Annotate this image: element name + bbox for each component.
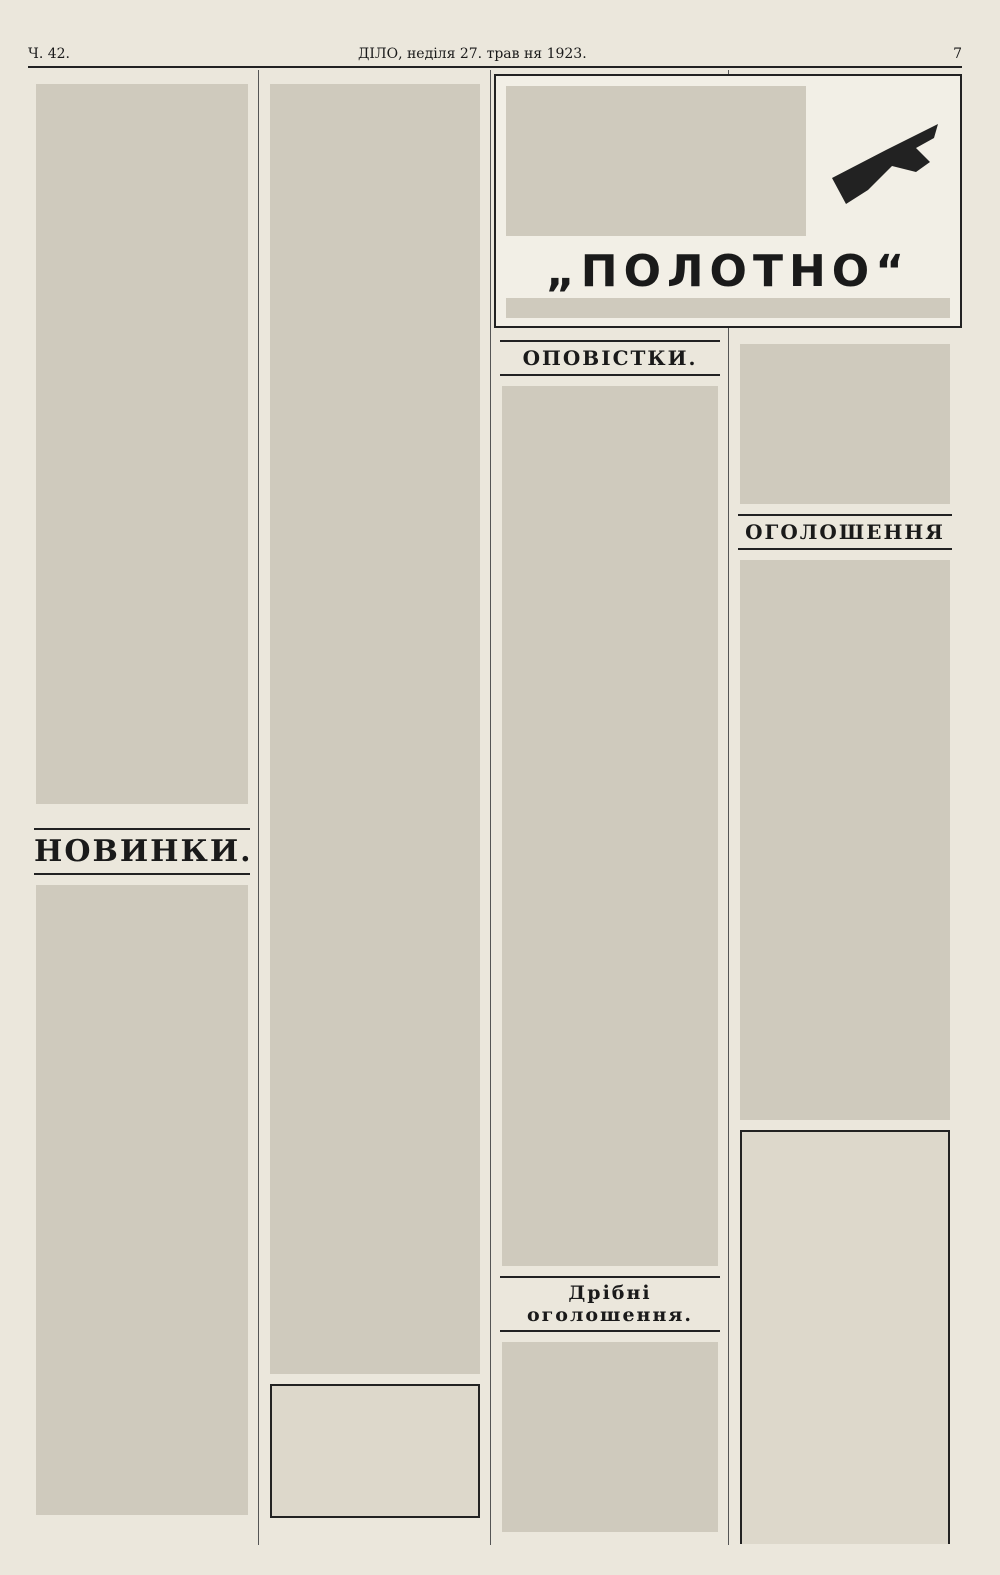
concert-ad-placeholder (270, 1384, 480, 1518)
oznaky-heading: ОПОВІСТКИ. (500, 340, 720, 376)
pointing-hand-icon (826, 104, 946, 214)
column-1 (28, 74, 256, 1544)
text-placeholder (36, 84, 248, 804)
text-placeholder (740, 560, 950, 1120)
text-placeholder (502, 1342, 718, 1532)
issue-number: Ч. 42. (28, 46, 70, 62)
text-placeholder (506, 298, 950, 318)
text-placeholder (502, 386, 718, 1266)
text-placeholder (506, 86, 806, 236)
polotno-advertisement (494, 74, 962, 328)
polotno-vertical-ad-placeholder (740, 1130, 950, 1544)
paper-title-date: ДІЛО, неділя 27. трав ня 1923. (358, 46, 587, 62)
polotno-name: „ПОЛОТНО“ (545, 246, 911, 297)
column-rule (258, 70, 259, 1545)
column-4 (732, 334, 958, 1544)
dribni-heading: Дрібні оголошення. (500, 1276, 720, 1332)
column-rule (490, 70, 491, 1545)
running-head (28, 44, 962, 68)
text-placeholder (270, 84, 480, 1374)
text-placeholder (36, 885, 248, 1515)
text-placeholder (740, 344, 950, 504)
ogoloshennia-heading: ОГОЛОШЕННЯ (738, 514, 952, 550)
column-2 (262, 74, 488, 1544)
column-3 (494, 334, 726, 1544)
page-number: 7 (953, 46, 962, 62)
novynky-heading: НОВИНКИ. (34, 828, 250, 875)
